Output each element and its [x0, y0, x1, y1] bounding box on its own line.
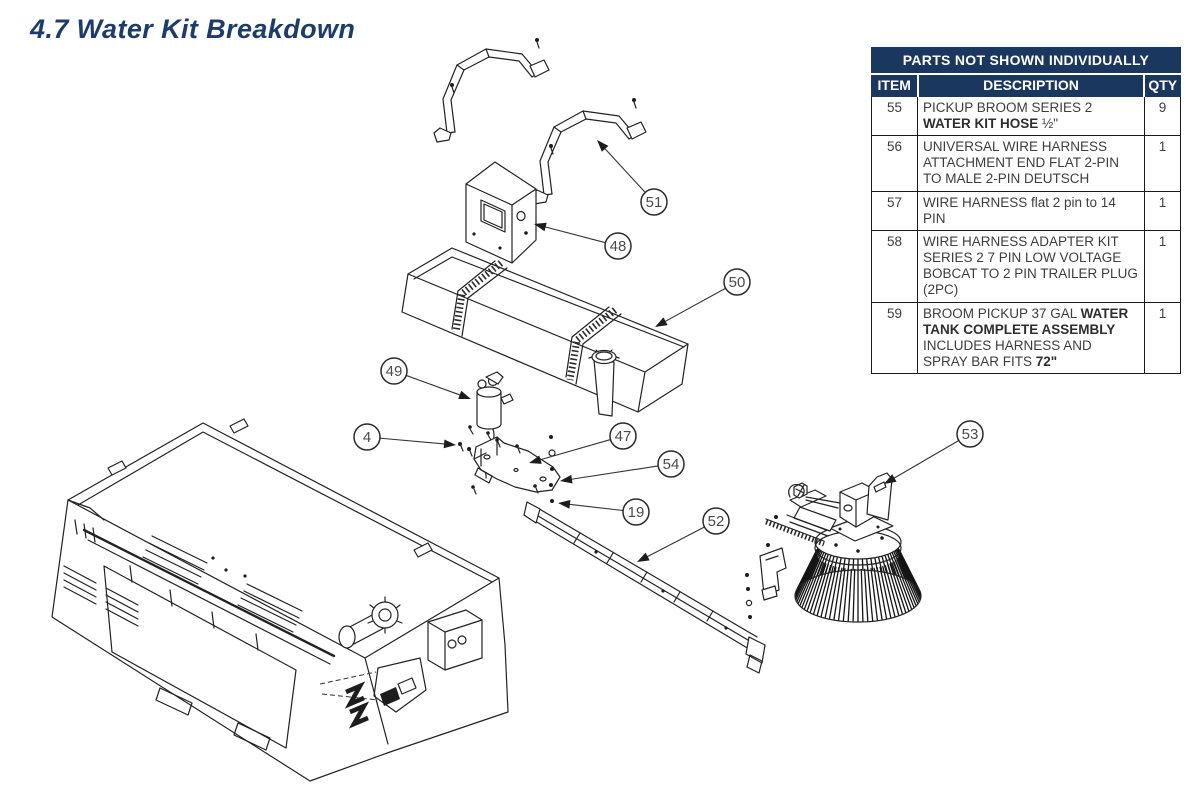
- sweeper-body: [52, 419, 508, 781]
- callout-number: 51: [645, 194, 663, 211]
- callout-number: 54: [662, 456, 680, 473]
- column-header-qty: QTY: [1144, 74, 1180, 96]
- callout-number: 47: [614, 428, 632, 445]
- callout-number: 50: [728, 274, 746, 291]
- item-cell: 56: [872, 135, 918, 191]
- qty-cell: 1: [1144, 230, 1180, 302]
- callout-number: 52: [707, 513, 725, 530]
- item-cell: 58: [872, 230, 918, 302]
- callout-54: [560, 451, 684, 484]
- item-cell: 59: [872, 302, 918, 374]
- qty-cell: 1: [1144, 302, 1180, 374]
- callout-number: 53: [961, 426, 979, 443]
- callout-19: [558, 499, 649, 525]
- parts-table-body: [872, 96, 1181, 374]
- callout-number: 49: [385, 363, 403, 380]
- callout-number: 48: [609, 238, 627, 255]
- callout-48: [534, 223, 631, 259]
- callout-50: [655, 269, 750, 327]
- column-header-description: DESCRIPTION: [918, 74, 1145, 96]
- callout-4: [354, 424, 456, 450]
- control-box: [466, 162, 536, 263]
- table-row: [872, 230, 1181, 302]
- callout-47: [529, 423, 636, 464]
- table-row: [872, 302, 1181, 374]
- table-row: [872, 96, 1181, 135]
- qty-cell: 1: [1144, 135, 1180, 191]
- callout-51: [597, 140, 667, 215]
- broom-fastener-stack: [745, 573, 752, 619]
- tank-strap-left: [434, 38, 549, 142]
- page-title: 4.7 Water Kit Breakdown: [30, 14, 356, 44]
- table-title: PARTS NOT SHOWN INDIVIDUALLY: [872, 48, 1181, 74]
- table-row: [872, 135, 1181, 191]
- callout-number: 19: [627, 504, 645, 521]
- description-cell: PICKUP BROOM SERIES 2 WATER KIT HOSE ½": [918, 96, 1145, 135]
- parts-table: [871, 47, 1181, 374]
- table-row: [872, 191, 1181, 230]
- description-cell: BROOM PICKUP 37 GAL WATER TANK COMPLETE ASSEMBLY INCLUDES HARNESS AND SPRAY BAR FITS 72": [918, 302, 1145, 374]
- side-broom: [760, 473, 921, 622]
- water-tank: [402, 248, 688, 416]
- mount-bracket: [458, 437, 560, 494]
- description-cell: WIRE HARNESS flat 2 pin to 14 PIN: [918, 191, 1145, 230]
- callout-52: [637, 508, 729, 562]
- qty-cell: 1: [1144, 191, 1180, 230]
- tank-strap-right: [531, 98, 646, 204]
- item-cell: 55: [872, 96, 918, 135]
- column-header-item: ITEM: [872, 74, 918, 96]
- qty-cell: 9: [1144, 96, 1180, 135]
- description-cell: WIRE HARNESS ADAPTER KIT SERIES 2 7 PIN LOW VOLTAGE BOBCAT TO 2 PIN TRAILER PLUG (2PC): [918, 230, 1145, 302]
- table-header-row: [872, 74, 1181, 96]
- callout-53: [884, 421, 983, 484]
- callout-49: [381, 358, 471, 399]
- item-cell: 57: [872, 191, 918, 230]
- table-title-row: [872, 48, 1181, 74]
- callout-number: 4: [362, 429, 372, 446]
- spray-bar: [524, 502, 765, 673]
- description-cell: UNIVERSAL WIRE HARNESS ATTACHMENT END FLAT 2-PIN TO MALE 2-PIN DEUTSCH: [918, 135, 1145, 191]
